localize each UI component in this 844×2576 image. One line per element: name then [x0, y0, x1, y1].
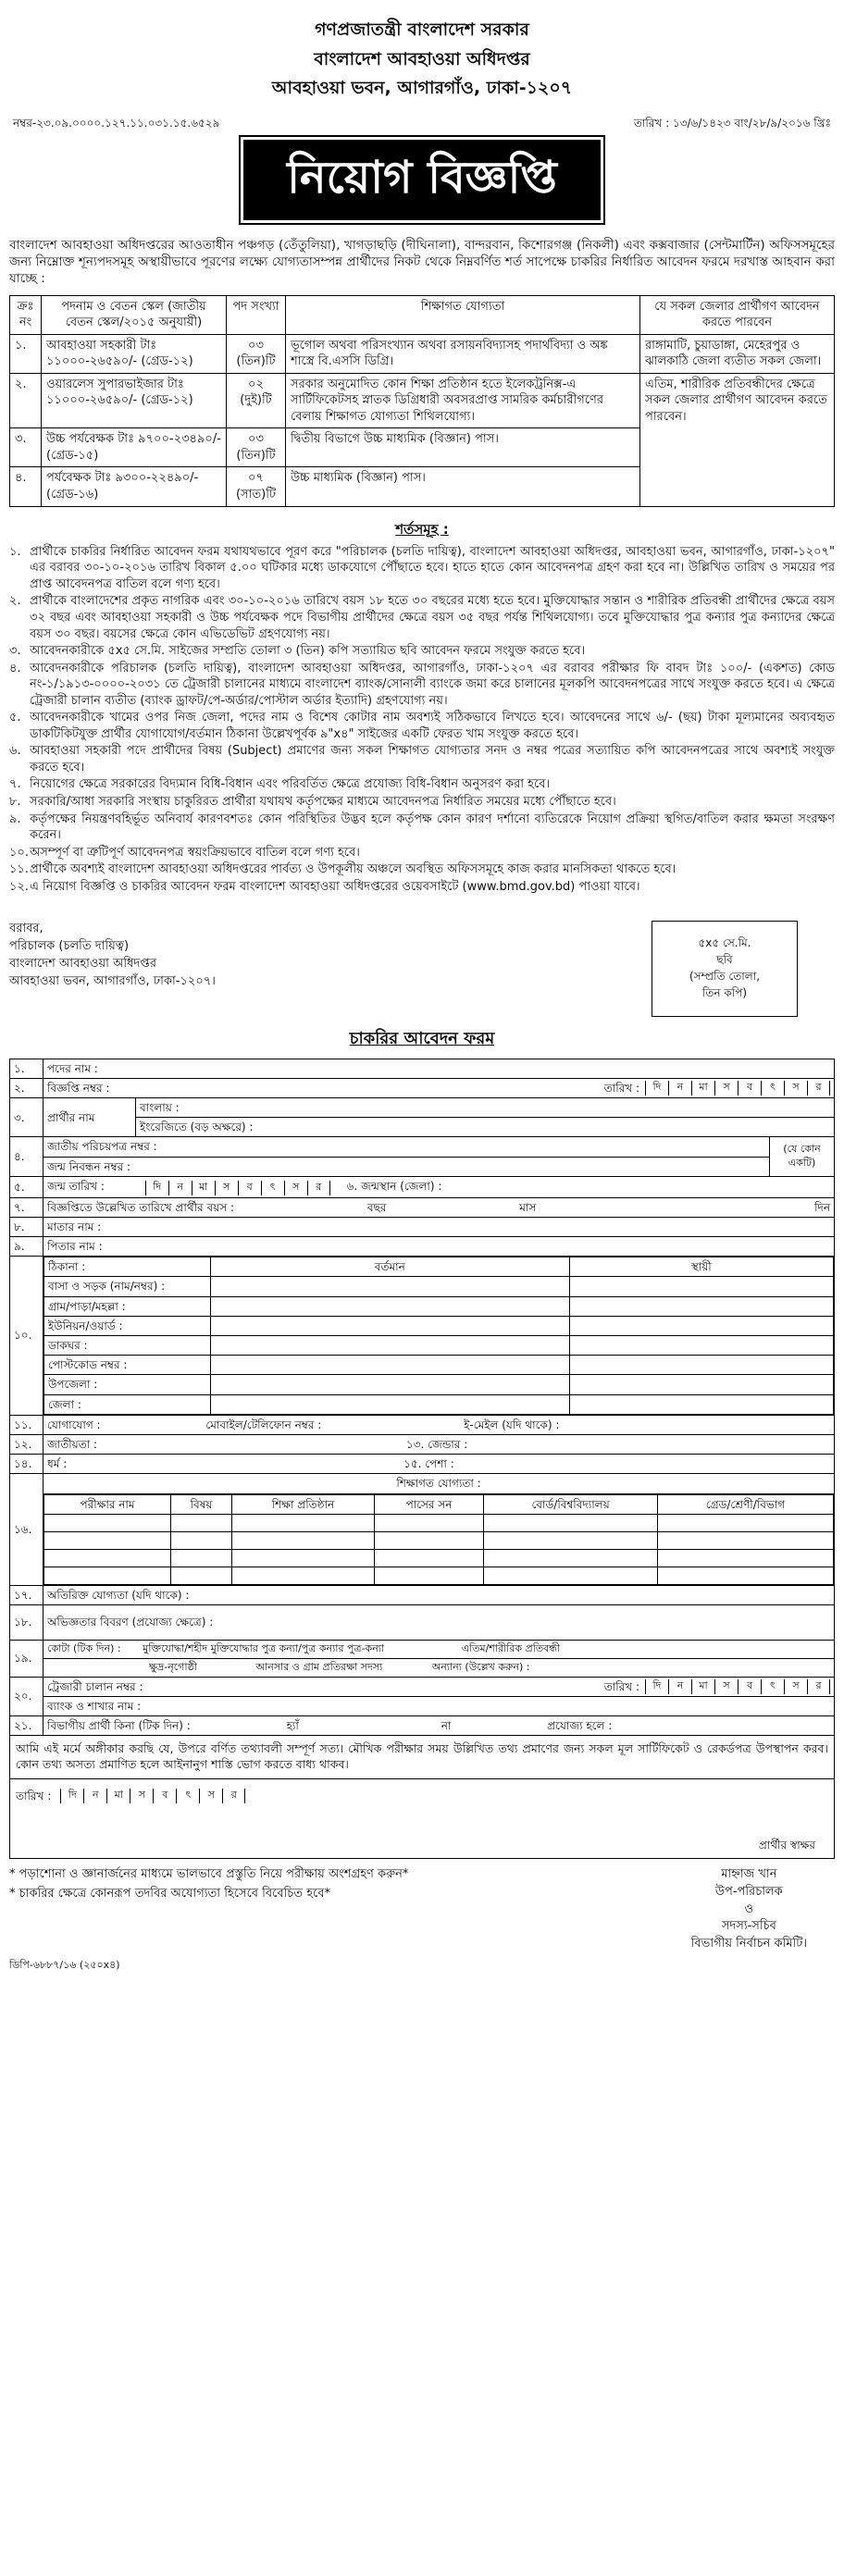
age-field[interactable]: বিজ্ঞপ্তিতে উল্লেখিত তারিখে প্রার্থীর বয়স : বছর মাস দিন — [43, 1197, 835, 1217]
address-field: ঠিকানা : বর্তমান স্থায়ী বাসা ও সড়ক (নাম/নম্বর) : গ্রাম/পাড়া/মহল্লা : ইউনিয়ন/ওয়ার্ড : ডাকঘর : পোস্টকোড নম্বর : উপজেলা : জেলা : — [43, 1257, 835, 1416]
education-table: পরীক্ষার নাম বিষয় শিক্ষা প্রতিষ্ঠান পাসের সন বোর্ড/বিশ্ববিদ্যালয় গ্রেড/শ্রেণী/বিভাগ — [43, 1494, 834, 1585]
quota-field-2[interactable]: ক্ষুদ্র-নৃগোষ্ঠী আনসার ও গ্রাম প্রতিরক্ষা সদস্য অন্যান্য (উল্লেখ করুন) : — [43, 1658, 835, 1677]
col-sn: ক্রঃ নং — [10, 295, 42, 334]
birthplace-label: ৬. জন্মস্থান (জেলা) : — [346, 1179, 442, 1193]
application-form: ১. পদের নাম : ২. বিজ্ঞপ্তি নম্বর : তারিখ : দি ন মা স ব ৎ স র ৩. প্রার্থীর নাম বাংলায় : ইংরেজিতে (বড় অক্ষরে) : ৪. জাতীয় পরিচয়পত্র নম্বর : (যে কোন একটি) জন্ম নিবন্ধন নম্বর : ৫. জন্ম তারিখ : দি ন মা স ব ৎ স র ৬. জন্মস্থান (জেলা) : ৭. বিজ্ঞপ্তিতে উল্লেখিত তারিখে প্রার্থীর বয়স : বছর মাস দিন ৮. মাতার নাম : ৯. পিতার নাম : ১০. ঠিকানা : বর্তমান স্থায়ী বাসা ও সড়ক (নাম/নম্বর) : গ্রাম/পাড়া/মহল্লা : ইউনিয়ন/ওয়ার্ড : ডাকঘর : পোস্টকোড নম্বর : উপজেলা : জেলা : ১১. যোগাযোগ : মোবাইল/টেলিফোন নম্বর : ই-মেইল (যদি থাকে) : ১২. জাতীয়তা : ১৩. জেন্ডার : ১৪. ধর্ম : ১৫. পেশা : ১৬. শিক্ষাগত যোগ্যতা : পরীক্ষার নাম বিষয় শিক্ষা প্রতিষ্ঠান পাসের সন বোর্ড/বিশ্ববিদ্যালয় গ্রেড/শ্রেণী/বিভাগ ১৭. অতিরিক্ত যোগ্যতা (যদি থাকে) : ১৮. অভিজ্ঞতার বিবরণ (প্রযোজ্য ক্ষেত্রে) : ১৯. কোটা (টিক দিন) : মুক্তিযোদ্ধা/শহীদ মুক্তিযোদ্ধার পুত্র কন্যা/পুত্র কন্যার পুত্র-কন্যা এতিম/শারীরিক প্রতিবন্ধী ক্ষুদ্র-নৃগোষ্ঠী আনসার ও গ্রাম প্রতিরক্ষা সদস্য অন্যান্য (উল্লেখ করুন) : ২০. ট্রেজারী চালান নম্বর : তারিখ : দি ন মা স ব ৎ স র ব্যাংক ও শাখার নাম : ২১. বিভাগীয় প্রার্থী কিনা (টিক দিন) : হ্যাঁ না প্রযোজ্য হলে : — [9, 1059, 835, 1737]
education-row — [44, 1567, 834, 1584]
condition-item: ১. প্রার্থীকে চাকরির নির্ধারিত আবেদন ফরম যথাযথভাবে পূরণ করে "পরিচালক (চলতি দায়িত্ব), বাংলাদেশ আবহাওয়া অধিদপ্তর, আবহাওয়া ভবন, আগারগাঁও, ঢাকা-১২০৭" এর বরাবর ৩০-১০-২০১৬ তারিখ বিকাল ৫.০০ ঘটিকার মধ্যে ডাকযোগে পৌঁছাতে হবে। হাতে হাতে কোন আবেদনপত্র গ্রহণ করা হবে না। উল্লিখিত তারিখ ও সময়ের পর প্রাপ্ত আবেদনপত্র বাতিল বলে গণ্য হবে। — [9, 544, 835, 591]
declaration: আমি এই মর্মে অঙ্গীকার করছি যে, উপরে বর্ণিত তথ্যাবলী সম্পূর্ণ সত্য। মৌখিক পরীক্ষার সময় উল্লিখিত তথ্য প্রমাণের জন্য সকল মূল সার্টিফিকেট ও রেকর্ডপত্র উপস্থাপন করব। কোন তথ্য অসত্য প্রমাণিত হলে আইনানুগ শাস্তি ভোগ করতে বাধ্য থাকব। — [9, 1736, 835, 1779]
notice-title: নিয়োগ বিজ্ঞপ্তি — [243, 140, 601, 220]
gov-title: গণপ্রজাতন্ত্রী বাংলাদেশ সরকার — [315, 19, 529, 40]
departmental-field[interactable]: বিভাগীয় প্রার্থী কিনা (টিক দিন) : হ্যাঁ না প্রযোজ্য হলে : — [43, 1715, 835, 1735]
address-row: ইউনিয়ন/ওয়ার্ড : — [44, 1316, 834, 1335]
contact-field[interactable]: যোগাযোগ : মোবাইল/টেলিফোন নম্বর : ই-মেইল (যদি থাকে) : — [43, 1415, 835, 1434]
address-row: উপজেলা : — [44, 1375, 834, 1394]
treasury-challan-field[interactable]: ট্রেজারী চালান নম্বর : তারিখ : দি ন মা স ব ৎ স র — [43, 1677, 835, 1696]
posts-table — [9, 295, 835, 507]
dob-boxes[interactable]: দি ন মা স ব ৎ স র — [145, 1181, 330, 1195]
footer — [9, 1866, 835, 1953]
address-row: বাসা ও সড়ক (নাম/নম্বর) : — [44, 1277, 834, 1296]
experience-field[interactable]: অভিজ্ঞতার বিবরণ (প্রযোজ্য ক্ষেত্রে) : — [43, 1604, 835, 1640]
address-row: পোস্টকোড নম্বর : — [44, 1356, 834, 1375]
col-post: পদনাম ও বেতন স্কেল (জাতীয় বেতন স্কেল/২০১৫ অনুযায়ী) — [42, 295, 227, 334]
nationality-field[interactable]: জাতীয়তা : ১৩. জেন্ডার : — [43, 1434, 835, 1454]
col-qual: শিক্ষাগত যোগ্যতা — [286, 295, 640, 334]
birth-reg-field[interactable]: জন্ম নিবন্ধন নম্বর : — [43, 1157, 770, 1176]
dob-field[interactable]: জন্ম তারিখ : দি ন মা স ব ৎ স র ৬. জন্মস্থান (জেলা) : — [43, 1176, 835, 1197]
condition-item: ৯. কর্তৃপক্ষের নিয়ন্ত্রণবহির্ভূত অনিবার্য কারণবশতঃ কোন পরিস্থিতির উদ্ভব হলে কর্তৃপক্ষ কোন কারণ দর্শানো ব্যতিরেকে নিয়োগ প্রক্রিয়া স্থগিত/বাতিল করার ক্ষমতা সংরক্ষণ করেন। — [9, 811, 835, 843]
condition-item: ২. প্রার্থীকে বাংলাদেশের প্রকৃত নাগরিক এবং ৩০-১০-২০১৬ তারিখে বয়স ১৮ হতে ৩০ বছরের মধ্যে হতে হবে। মুক্তিযোদ্ধার সন্তান ও শারীরিক প্রতিবন্ধী প্রার্থীদের ক্ষেত্রে বয়স ৩২ বছর এবং আবহাওয়া সহকারী ও উচ্চ পর্যবেক্ষক পদে বিভাগীয় প্রার্থীদের ক্ষেত্রে বয়স ৩৫ বছর পর্যন্ত শিথিলযোগ্য। তবে মুক্তিযোদ্ধার পুত্র কন্যার পুত্র কন্যাদের ক্ষেত্রে বয়স ৩০ বছর। বয়সের ক্ষেত্রে কোন এভিডেভিট গ্রহণযোগ্য নয়। — [9, 594, 835, 641]
date-boxes[interactable]: দি ন মা স ব ৎ স র — [645, 1081, 830, 1096]
name-english-field[interactable]: ইংরেজিতে (বড় অক্ষরে) : — [136, 1118, 835, 1137]
post-name-field[interactable]: পদের নাম : — [43, 1059, 835, 1078]
quota-field[interactable]: কোটা (টিক দিন) : মুক্তিযোদ্ধা/শহীদ মুক্তিযোদ্ধার পুত্র কন্যা/পুত্র কন্যার পুত্র-কন্যা এতিম/শারীরিক প্রতিবন্ধী — [43, 1640, 835, 1658]
condition-item: ১০. অসম্পূর্ণ বা ত্রুটিপূর্ণ আবেদনপত্র স্বয়ংক্রিয়ভাবে বাতিল বলে গণ্য হবে। — [9, 845, 360, 860]
circular-number-field[interactable]: বিজ্ঞপ্তি নম্বর : তারিখ : দি ন মা স ব ৎ স র — [43, 1078, 835, 1097]
condition-item: ৪. আবেদনকারীকে পরিচালক (চলতি দায়িত্ব), বাংলাদেশ আবহাওয়া অধিদপ্তর, আগারগাঁও, ঢাকা-১২০৭ এর বরাবর পরীক্ষার ফি বাবদ টাঃ ১০০/- (একশত) কোড নং-১/১৯১৩-০০০০-২০৩১ তে ট্রেজারী চালানের মাধ্যমে বাংলাদেশ ব্যাংক/সোনালী ব্যাংকে জমা করে চালানের মূলকপি আবেদনপত্রের সাথে সংযুক্ত করতে হবে। এ ক্ষেত্রে ট্রেজারী চালান ব্যতীত (ব্যাংক ড্রাফট/পে-অর্ডার/পোস্টাল অর্ডার ইত্যাদি) গ্রহণযোগ্য নয়। — [9, 661, 835, 708]
conditions-title: শর্তসমূহ : — [395, 520, 449, 538]
education-row — [44, 1514, 834, 1531]
intro-paragraph: বাংলাদেশ আবহাওয়া অধিদপ্তরের আওতাধীন পঞ্চগড় (তেঁতুলিয়া), খাগড়াছড়ি (দীঘিনালা), বান্দরবান, কিশোরগঞ্জ (নিকলী) এবং কক্সবাজার (সেন্টমার্টিন) অফিসসমূহের জন্য নিম্নোক্ত শূন্যপদসমূহ অস্থায়ীভাবে পূরণের লক্ষ্যে যোগ্যতাসম্পন্ন প্রার্থীদের নিকট থেকে নিম্নবর্ণিত শর্ত সাপেক্ষে চাকরির নির্ধারিত আবেদন ফরমে দরখাস্ত আহবান করা যাচ্ছে : — [9, 237, 835, 287]
no-option[interactable]: না — [441, 1718, 452, 1732]
form-title: চাকরির আবেদন ফরম — [349, 1029, 495, 1049]
note-item: * পড়াশোনা ও জ্ঞানার্জনের মাধ্যমে ভালভাবে প্রস্তুতি নিয়ে পরীক্ষায় অংশগ্রহণ করুন* — [9, 1866, 409, 1881]
table-row: ১. আবহাওয়া সহকারী টাঃ ১১০০০-২৬৫৯০/- (গ্রেড-১২) ০৩ (তিন)টি ভূগোল অথবা পরিসংখ্যান অথবা রসায়নবিদ্যাসহ পদার্থবিদ্যা ও অঙ্ক শাস্ত্রে বি.এসসি ডিগ্রি। রাঙ্গামাটি, চুয়াডাঙ্গা, মেহেরপুর ও ঝালকাঠি জেলা ব্যতীত সকল জেলা। — [10, 334, 835, 373]
photo-box: ৫x৫ সে.মি. ছবি (সম্প্রতি তোলা, তিন কপি) — [652, 921, 798, 1017]
father-name-field[interactable]: পিতার নাম : — [43, 1237, 835, 1257]
condition-item: ১১. প্রার্থীকে অবশ্যই বাংলাদেশ আবহাওয়া অধিদপ্তরের পার্বত্য ও উপকূলীয় অঞ্চলে অবস্থিত অফিসসমূহে কাজ করার মানসিকতা থাকতে হবে। — [9, 862, 676, 877]
col-district: যে সকল জেলার প্রার্থীগণ আবেদন করতে পারবেন — [640, 295, 835, 334]
districts-cell-1: রাঙ্গামাটি, চুয়াডাঙ্গা, মেহেরপুর ও ঝালকাঠি জেলা ব্যতীত সকল জেলা। — [640, 334, 835, 373]
challan-date-boxes[interactable]: দি ন মা স ব ৎ স র — [645, 1679, 830, 1694]
condition-item: ৭. নিয়োগের ক্ষেত্রে সরকারের বিদ্যমান বিধি-বিধান এবং পরিবর্তিত ক্ষেত্রে প্রযোজ্য বিধি-বিধান অনুসরণ করা হবে। — [9, 777, 551, 792]
sign-date-boxes[interactable]: দি ন মা স ব ৎ স র — [60, 1789, 245, 1803]
memo-number: নম্বর-২৩.০৯.০০০০.১২৭.১১.০৩১.১৫.৬৫২৯ — [13, 116, 220, 130]
nid-field[interactable]: জাতীয় পরিচয়পত্র নম্বর : — [43, 1137, 770, 1157]
applicant-signature[interactable]: প্রার্থীর স্বাক্ষর — [758, 1838, 815, 1852]
education-row — [44, 1531, 834, 1549]
address-row: গ্রাম/পাড়া/মহল্লা : — [44, 1296, 834, 1316]
table-row: ৩. উচ্চ পর্যবেক্ষক টাঃ ৯৭০০-২৩৪৯০/- (গ্রেড-১৫) ০৩ (তিন)টি দ্বিতীয় বিভাগে উচ্চ মাধ্যমিক (বিজ্ঞান) পাস। — [10, 428, 835, 467]
ref-row — [9, 116, 835, 130]
address-row: জেলা : — [44, 1394, 834, 1414]
conditions-list — [9, 544, 835, 895]
districts-cell-2: এতিম, শারীরিক প্রতিবন্ধীদের ক্ষেত্রে সকল জেলার প্রার্থীগণ আবেদন করতে পারবেন। — [640, 373, 835, 506]
table-row: ২. ওয়ারলেস সুপারভাইজার টাঃ ১১০০০-২৬৫৯০/- (গ্রেড-১২) ০২ (দুই)টি সরকার অনুমোদিত কোন শিক্ষা প্রতিষ্ঠান হতে ইলেকট্রনিক্স-এ সার্টিফিকেটসহ স্নাতক ডিগ্রিধারী অবসরপ্রাপ্ত সামরিক কর্মচারীগণের বেলায় শিক্ষাগত যোগ্যতা শিথিলযোগ্য। এতিম, শারীরিক প্রতিবন্ধীদের ক্ষেত্রে সকল জেলার প্রার্থীগণ আবেদন করতে পারবেন। — [10, 373, 835, 428]
condition-item: ১২. এ নিয়োগ বিজ্ঞপ্তি ও চাকরির আবেদন ফরম বাংলাদেশ আবহাওয়া অধিদপ্তরের ওয়েবসাইটে (www.bmd.gov.bd) পাওয়া যাবে। — [9, 879, 640, 894]
dept-title: বাংলাদেশ আবহাওয়া অধিদপ্তর — [314, 48, 530, 69]
condition-item: ৮. সরকারি/আধা সরকারি সংস্থায় চাকুরিরত প্রার্থীরা যথাযথ কর্তৃপক্ষের মাধ্যমে আবেদনপত্র নির্ধারিত সময়ের মধ্যে পৌঁছাতে হবে। — [9, 795, 616, 810]
note-item: * চাকরির ক্ষেত্রে কোনরূপ তদবির অযোগ্যতা হিসেবে বিবেচিত হবে* — [9, 1887, 330, 1901]
signature-block: তারিখ : দি ন মা স ব ৎ স র প্রার্থীর স্বাক্ষর — [9, 1779, 835, 1859]
table-row: ৪. পর্যবেক্ষক টাঃ ৯৩০০-২২৪৯০/- (গ্রেড-১৬) ০৭ (সাত)টি উচ্চ মাধ্যমিক (বিজ্ঞান) পাস। — [10, 467, 835, 506]
address-block: বরাবর, পরিচালক (চলতি দায়িত্ব) বাংলাদেশ আবহাওয়া অধিদপ্তর আবহাওয়া ভবন, আগারগাঁও, ঢাকা-১২০৭। ৫x৫ সে.মি. ছবি (সম্প্রতি তোলা, তিন কপি) — [9, 921, 835, 1017]
address-row: ডাকঘর : — [44, 1336, 834, 1356]
dept-address: আবহাওয়া ভবন, আগারগাঁও, ঢাকা-১২০৭ — [271, 78, 573, 99]
education-row — [44, 1549, 834, 1567]
mother-name-field[interactable]: মাতার নাম : — [43, 1217, 835, 1236]
extra-qual-field[interactable]: অতিরিক্ত যোগ্যতা (যদি থাকে) : — [43, 1585, 835, 1604]
col-count: পদ সংখ্যা — [227, 295, 286, 334]
yes-option[interactable]: হ্যাঁ — [286, 1718, 299, 1732]
dp-number: ডিপি-৬৮৮৭/১৬ (২৫০x৪) — [9, 1959, 120, 1972]
condition-item: ৩. আবেদনকারীকে ৫x৫ সে.মি. সাইজের সম্প্রতি তোলা ৩ (তিন) কপি সত্যায়িত ছবি আবেদন ফরমে সংযুক্ত করতে হবে। — [9, 644, 586, 659]
condition-item: ৫. আবেদনকারীকে খামের ওপর নিজ জেলা, পদের নাম ও বিশেষ কোটার নাম অবশ্যই সঠিকভাবে লিখতে হবে। আবেদনের সাথে ৬/- (ছয়) টাকা মূল্যমানের অব্যবহৃত ডাকটিকিটযুক্ত প্রার্থীর যোগাযোগ/বর্তমান ঠিকানা উল্লেখপূর্বক ৯"x৪" সাইজের একটি ফেরত খাম সংযুক্ত করতে হবে। — [9, 711, 835, 741]
name-bangla-field[interactable]: বাংলায় : — [136, 1097, 835, 1117]
condition-item: ৬. আবহাওয়া সহকারী পদে প্রার্থীদের বিষয় (Subject) প্রমাণের জন্য সকল শিক্ষাগত যোগ্যতার সনদ ও নম্বর পত্রের সত্যায়িত কপি আবেদনপত্রের সাথে অবশ্যই সংযুক্ত করতে হবে। — [9, 744, 835, 774]
signing-officer: মাহ্নাজ খান উপ-পরিচালক ও সদস্য-সচিব বিভাগীয় নির্বাচন কমিটি। — [690, 1866, 807, 1951]
education-field: শিক্ষাগত যোগ্যতা : পরীক্ষার নাম বিষয় শিক্ষা প্রতিষ্ঠান পাসের সন বোর্ড/বিশ্ববিদ্যালয় গ্রেড/শ্রেণী/বিভাগ — [43, 1474, 835, 1585]
bank-field[interactable]: ব্যাংক ও শাখার নাম : — [43, 1696, 835, 1715]
memo-date: তারিখ : ১৩/৬/১৪২৩ বাং/২৮/৯/২০১৬ খ্রিঃ — [633, 116, 831, 130]
religion-field[interactable]: ধর্ম : ১৫. পেশা : — [43, 1455, 835, 1474]
header — [9, 19, 835, 101]
